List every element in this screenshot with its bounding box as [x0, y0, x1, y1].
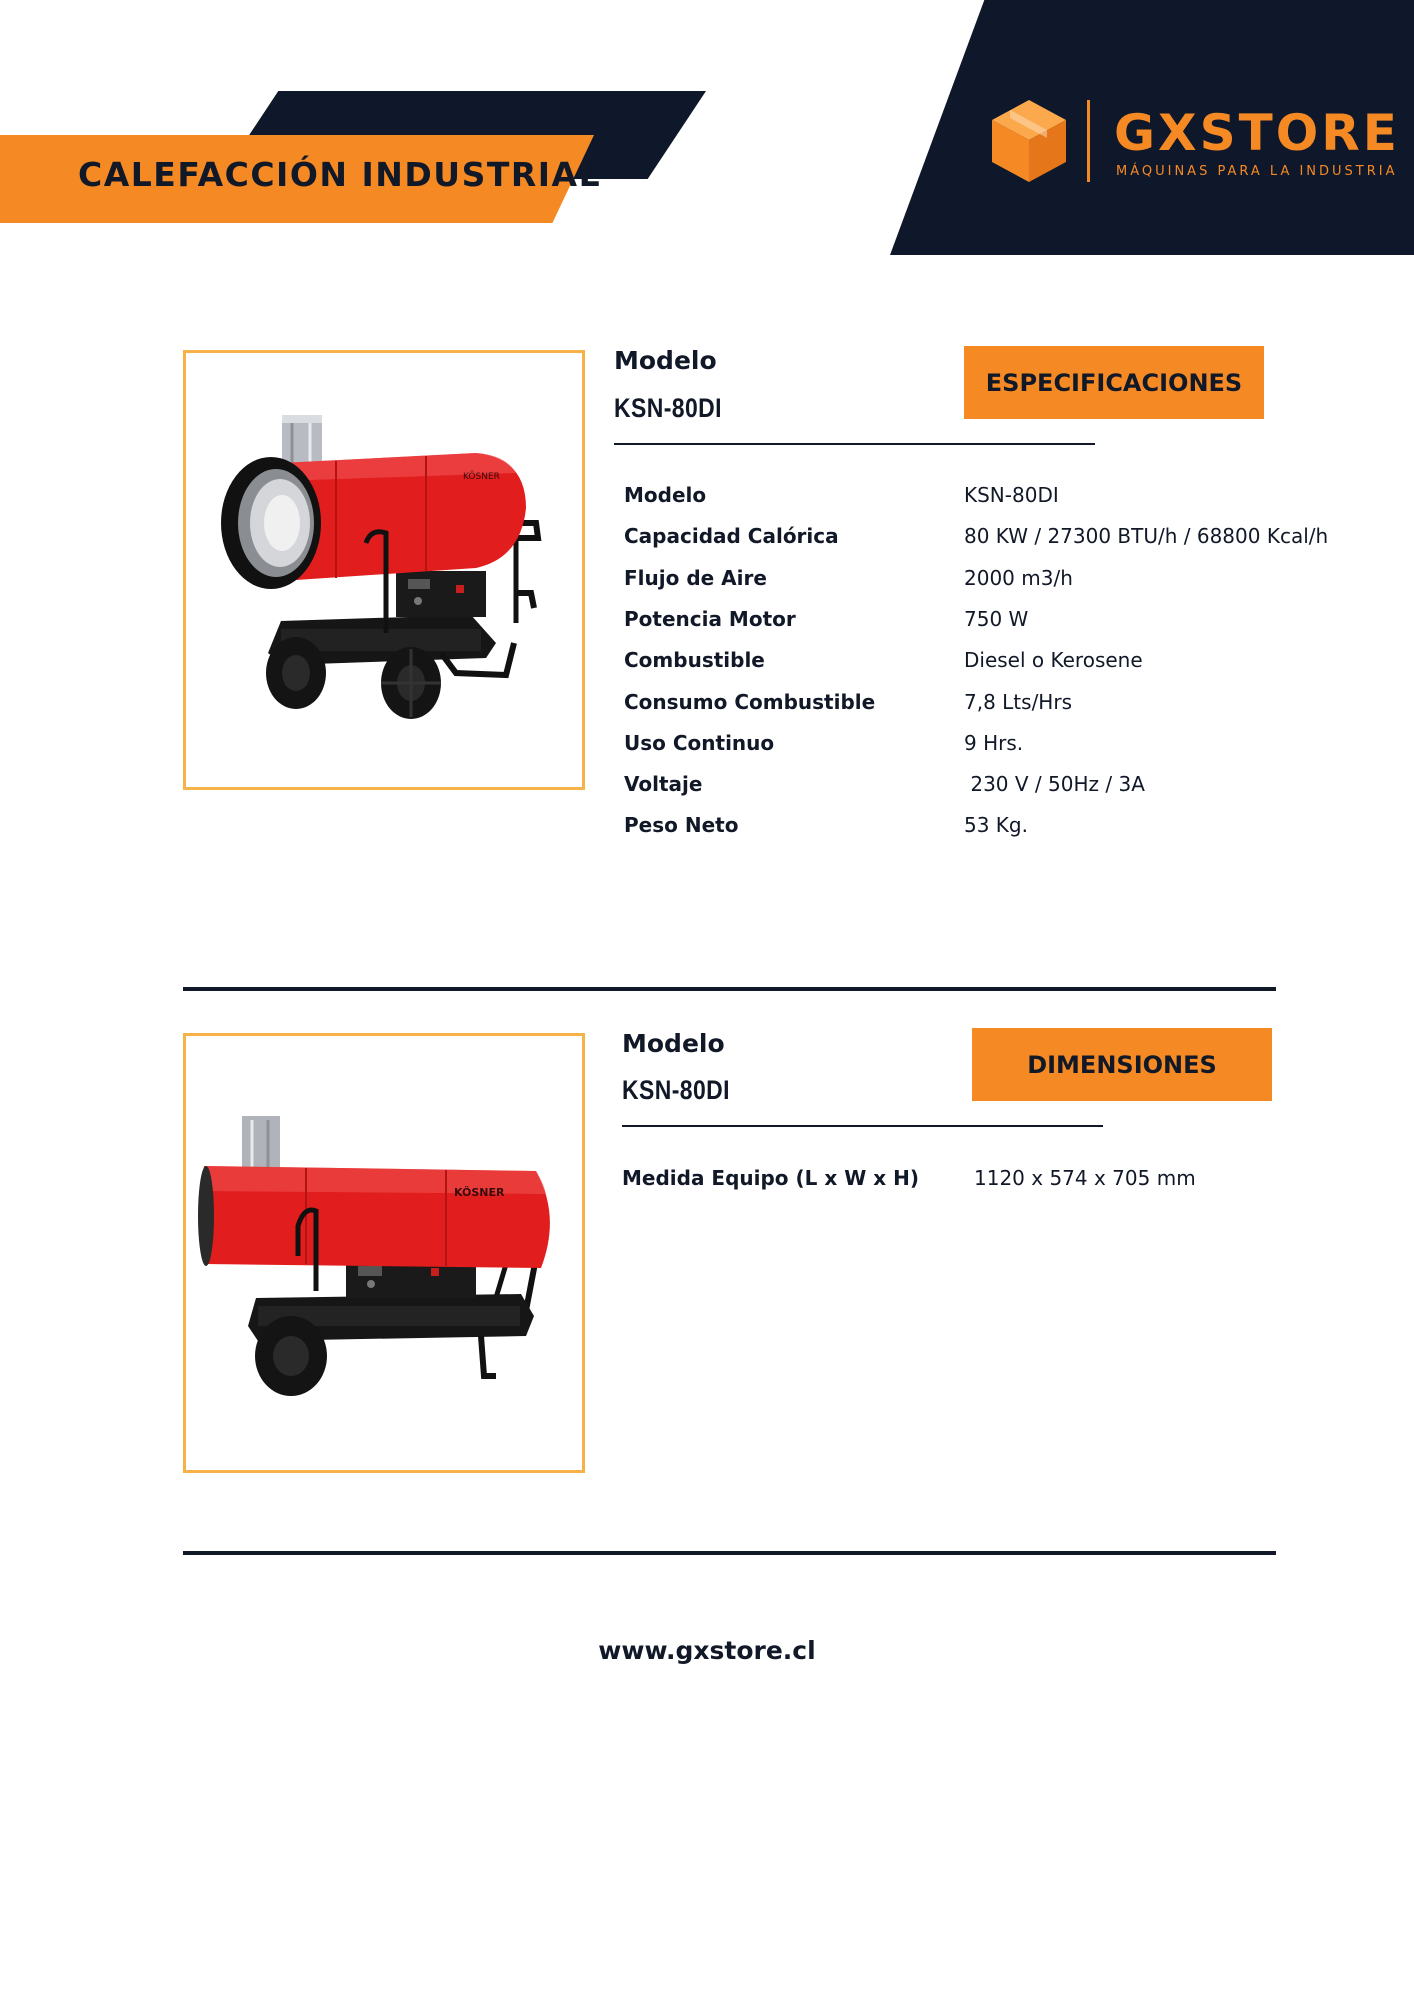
spec-row: [624, 731, 1404, 772]
spec-row: [624, 566, 1404, 607]
logo-separator: [1087, 100, 1090, 182]
modelo-value: KSN-80DI: [622, 1075, 730, 1105]
spec-row: [624, 690, 1404, 731]
heater-image-front: [186, 353, 582, 787]
spec-row: [624, 524, 1404, 565]
spec-label: Peso Neto: [624, 813, 739, 838]
modelo-value: KSN-80DI: [614, 393, 722, 423]
spec-label: Potencia Motor: [624, 606, 796, 631]
spec-value: 2000 m3/h: [964, 565, 1073, 590]
specifications-badge: ESPECIFICACIONES: [964, 346, 1264, 419]
section-underline: [622, 1125, 1103, 1127]
heater-brand-label: KÖSNER: [463, 472, 500, 482]
dimensions-badge: DIMENSIONES: [972, 1028, 1272, 1101]
dimension-row: [622, 1166, 1402, 1207]
page-title: CALEFACCIÓN INDUSTRIAL: [78, 155, 602, 194]
spec-value: 750 W: [964, 606, 1029, 631]
spec-label: Capacidad Calórica: [624, 524, 839, 549]
spec-label: Voltaje: [624, 772, 703, 797]
dimension-label: Medida Equipo (L x W x H): [622, 1166, 919, 1190]
website-link[interactable]: www.gxstore.cl: [598, 1636, 816, 1665]
heater-image-side: [186, 1036, 582, 1470]
spec-label: Consumo Combustible: [624, 689, 876, 714]
logo-tagline: MÁQUINAS PARA LA INDUSTRIA: [1116, 164, 1398, 179]
modelo-label: Modelo: [622, 1029, 725, 1058]
spec-value: KSN-80DI: [964, 483, 1059, 507]
spec-label: Uso Continuo: [624, 730, 775, 755]
section-divider: [183, 1551, 1276, 1555]
modelo-label: Modelo: [614, 346, 717, 375]
spec-row: [624, 772, 1404, 813]
spec-value: 7,8 Lts/Hrs: [964, 689, 1072, 714]
spec-value: 230 V / 50Hz / 3A: [964, 772, 1145, 797]
dimension-value: 1120 x 574 x 705 mm: [974, 1166, 1196, 1190]
section-underline: [614, 443, 1095, 445]
spec-label: Modelo: [624, 483, 707, 507]
spec-row: [624, 813, 1404, 854]
product-photo-front: [183, 350, 585, 790]
spec-value: 9 Hrs.: [964, 730, 1024, 755]
spec-row: [624, 648, 1404, 689]
logo-wordmark[interactable]: GXSTORE: [1114, 104, 1400, 162]
cube-logo-icon: [990, 98, 1068, 184]
spec-label: Flujo de Aire: [624, 565, 767, 590]
section-divider: [183, 987, 1276, 991]
spec-value: Diesel o Kerosene: [964, 648, 1143, 673]
heater-brand-label: KÖSNER: [454, 1186, 505, 1199]
spec-value: 80 KW / 27300 BTU/h / 68800 Kcal/h: [964, 524, 1329, 549]
product-photo-side: [183, 1033, 585, 1473]
spec-row: [624, 483, 1404, 524]
spec-row: [624, 607, 1404, 648]
spec-value: 53 Kg.: [964, 813, 1028, 838]
spec-label: Combustible: [624, 648, 765, 673]
